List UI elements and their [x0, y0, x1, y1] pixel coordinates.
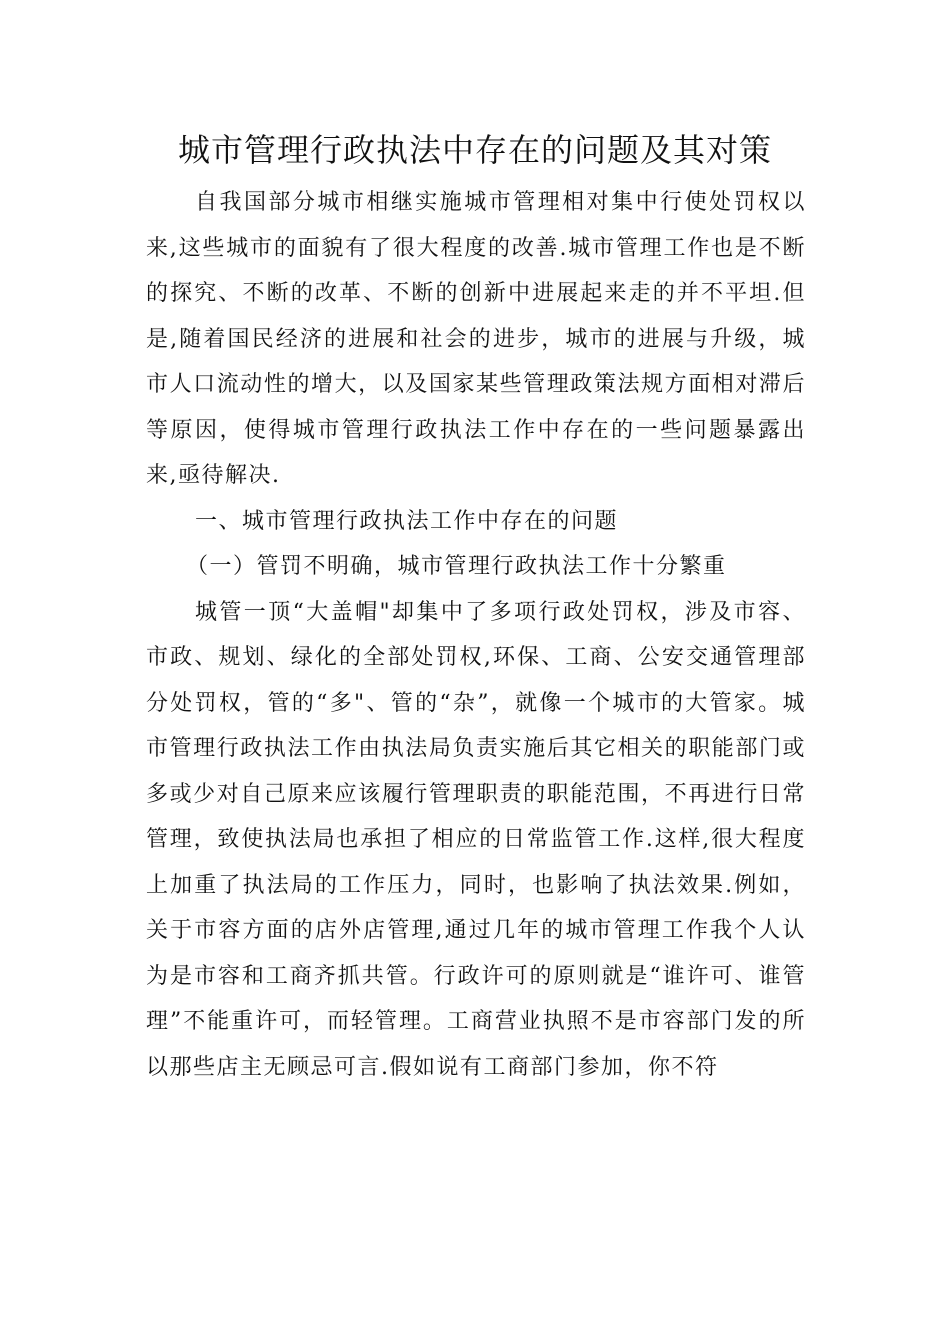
section-heading: 一、城市管理行政执法工作中存在的问题: [195, 508, 619, 534]
intro-paragraph: 自我国部分城市相继实施城市管理相对集中行使处罚权以来,这些城市的面貌有了很大程度的改善.城市管理工作也是不断的探究、不断的改革、不断的创新中进展起来走的并不平坦.但是,随着国民经济的进展和社会的进步，城市的进展与升级，城市人口流动性的增大，以及国家某些管理政策法规方面相对滞后等原因，使得城市管理行政执法工作中存在的一些问题暴露出来,亟待解决.: [146, 190, 806, 488]
subsection-heading: （一）管罚不明确，城市管理行政执法工作十分繁重: [186, 554, 727, 579]
document-title: 城市管理行政执法中存在的问题及其对策: [177, 131, 772, 169]
body-paragraph: 城管一顶“大盖帽"却集中了多项行政处罚权，涉及市容、市政、规划、绿化的全部处罚权,环保、工商、公安交通管理部分处罚权，管的“多"、管的“杂”，就像一个城市的大管家。城市管理行政执法工作由执法局负责实施后其它相关的职能部门或多或少对自己原来应该履行管理职责的职能范围，不再进行日常管理，致使执法局也承担了相应的日常监管工作.这样,很大程度上加重了执法局的工作压力，同时，也影响了执法效果.例如，关于市容方面的店外店管理,通过几年的城市管理工作我个人认为是市容和工商齐抓共管。行政许可的原则就是“谁许可、谁管理”不能重许可，而轻管理。工商营业执照不是市容部门发的所以那些店主无顾忌可言.假如说有工商部门参加，你不符: [146, 599, 806, 1080]
document-body: [146, 180, 806, 1090]
